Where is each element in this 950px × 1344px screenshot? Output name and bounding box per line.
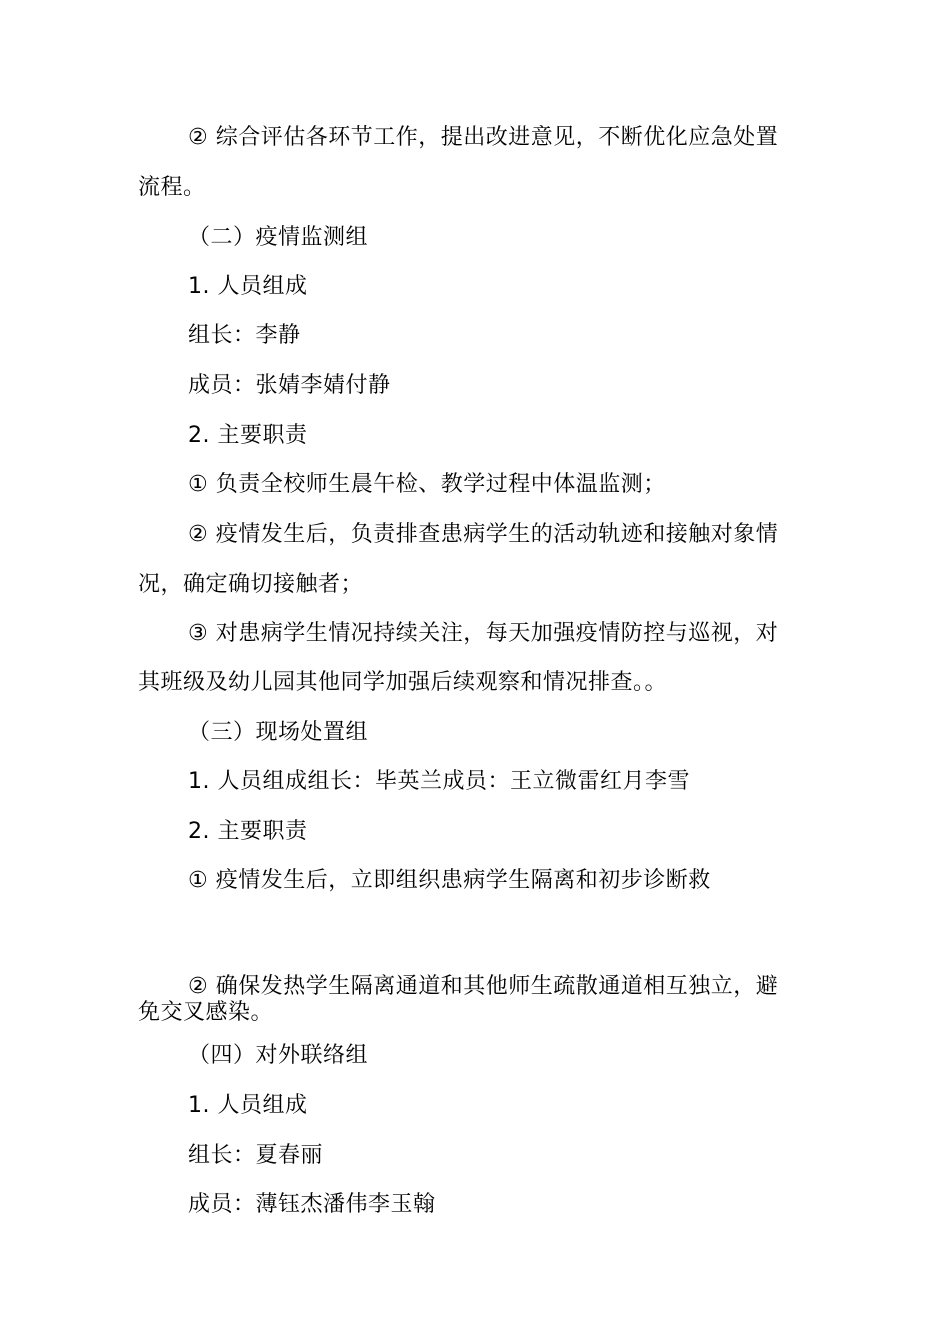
text-line: 成员：薄钰杰潘伟李玉翰 [188, 1192, 436, 1217]
text-line: 流程。 [138, 175, 206, 200]
text-line: 组长：李静 [188, 323, 301, 348]
section-heading: （二）疫情监测组 [188, 225, 369, 250]
text-line: ① 负责全校师生晨午检、教学过程中体温监测； [188, 472, 666, 497]
text-line: ③ 对患病学生情况持续关注，每天加强疫情防控与巡视，对 [188, 621, 779, 646]
section-heading: （三）现场处置组 [188, 720, 369, 745]
text-line: ② 综合评估各环节工作，提出改进意见，不断优化应急处置 [188, 125, 779, 150]
text-line: ① 疫情发生后，立即组织患病学生隔离和初步诊断救 [188, 868, 711, 893]
text-line: ② 疫情发生后，负责排查患病学生的活动轨迹和接触对象情 [188, 522, 779, 547]
subsection-heading: 2. 主要职责 [188, 423, 308, 448]
section-heading: （四）对外联络组 [188, 1043, 369, 1068]
text-line: 组长：夏春丽 [188, 1143, 324, 1168]
text-line: 况，确定确切接触者； [138, 572, 364, 597]
text-line: 其班级及幼儿园其他同学加强后续观察和情况排查。。 [138, 670, 668, 695]
subsection-heading: 1. 人员组成 [188, 274, 308, 299]
text-line: 免交叉感染。 [138, 1000, 274, 1025]
subsection-heading: 2. 主要职责 [188, 819, 308, 844]
subsection-heading: 1. 人员组成 [188, 1093, 308, 1118]
text-line: ② 确保发热学生隔离通道和其他师生疏散通道相互独立，避 [188, 974, 779, 999]
text-line: 成员：张婧李婧付静 [188, 373, 391, 398]
subsection-heading: 1. 人员组成组长：毕英兰成员：王立微雷红月李雪 [188, 769, 690, 794]
